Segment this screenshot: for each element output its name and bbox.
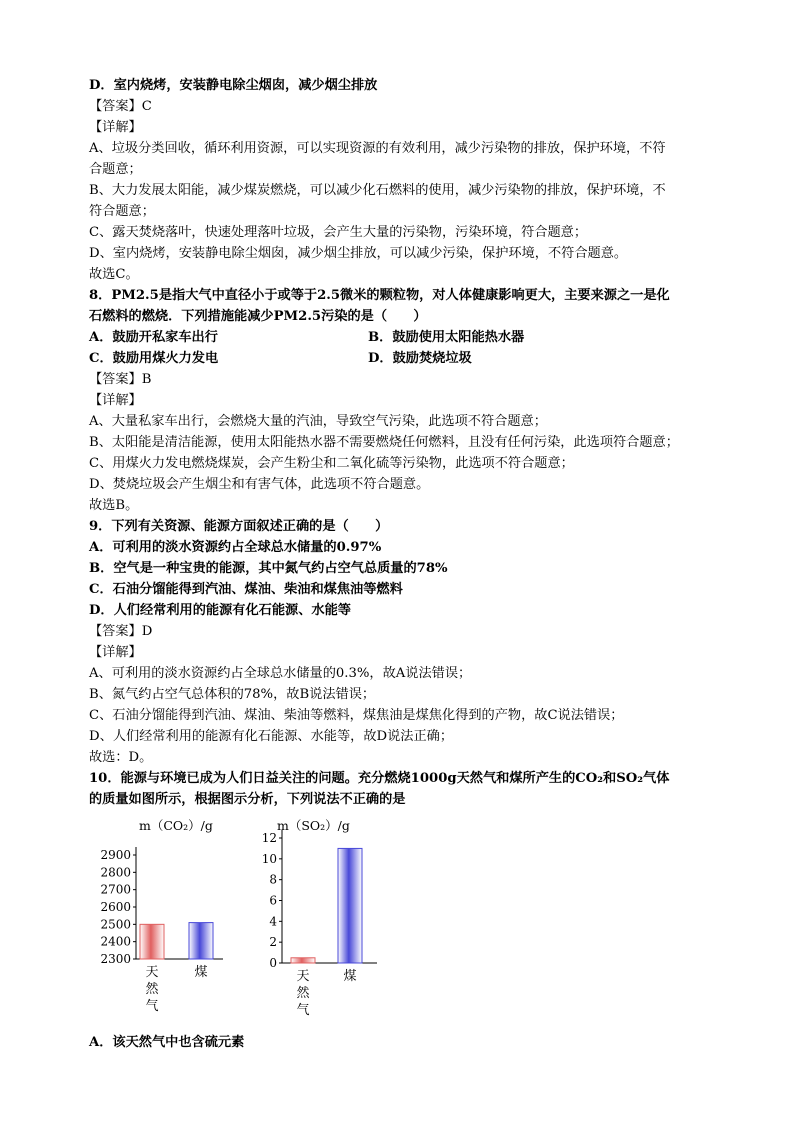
y-tick-label: 12 (261, 831, 277, 845)
q9-explain-line: C、石油分馏能得到汽油、煤油、柴油等燃料，煤焦油是煤焦化得到的产物，故C说法错误； (89, 708, 624, 723)
q7-explain-line: 符合题意； (89, 204, 155, 219)
y-tick-label: 10 (261, 851, 277, 866)
q9-option-c: C．石油分馏能得到汽油、煤油、柴油和煤焦油等燃料 (89, 582, 403, 597)
q8-explain-line: C、用煤火力发电燃烧煤炭，会产生粉尘和二氧化硫等污染物，此选项不符合题意； (89, 456, 574, 471)
q7-detail-label: 【详解】 (89, 120, 142, 135)
q8-explain-line: B、太阳能是清洁能源，使用太阳能热水器不需要燃烧任何燃料，且没有任何污染，此选项符合题意； (89, 435, 679, 450)
q7-explain-line: 故选C。 (89, 267, 139, 282)
q9-explain-line: B、氮气约占空气总体积的78%，故B说法错误； (89, 687, 376, 702)
q7-option-d: D．室内烧烤，安装静电除尘烟囱，减少烟尘排放 (89, 78, 378, 93)
q9-explain-line: 故选：D。 (89, 750, 153, 765)
bar (140, 924, 164, 959)
y-tick-label: 2800 (100, 865, 131, 880)
x-tick-label: 然 (296, 986, 310, 1001)
y-tick-label: 2700 (100, 882, 131, 897)
y-axis-label: m（CO₂）/g (139, 818, 213, 833)
bar (291, 958, 315, 963)
q8-detail-label: 【详解】 (89, 393, 142, 408)
q9-option-d: D．人们经常利用的能源有化石能源、水能等 (89, 603, 351, 618)
y-tick-label: 2900 (100, 848, 131, 862)
q8-option-b: B．鼓励使用太阳能热水器 (368, 330, 525, 345)
y-tick-label: 2300 (100, 952, 131, 966)
q9-explain-line: A、可利用的淡水资源约占全球总水储量的0.3%，故A说法错误； (89, 666, 472, 681)
q8-option-c: C．鼓励用煤火力发电 (89, 351, 219, 366)
bar (338, 848, 362, 963)
y-tick-label: 2600 (100, 900, 131, 914)
y-tick-label: 0 (269, 956, 277, 970)
x-tick-label: 气 (296, 1003, 310, 1018)
q7-explain-line: D、室内烧烤，安装静电除尘烟囱，减少烟尘排放，可以减少污染，保护环境，不符合题意。 (89, 246, 628, 261)
bar (189, 923, 213, 959)
q7-answer: 【答案】C (89, 99, 152, 114)
y-tick-label: 6 (269, 893, 277, 908)
q8-stem: 8．PM2.5是指大气中直径小于或等于2.5微米的颗粒物，对人体健康影响更大，主要来源之一是化 (89, 288, 670, 303)
x-tick-label: 天 (145, 965, 159, 980)
x-tick-label: 气 (145, 999, 159, 1014)
x-tick-label: 天 (296, 969, 310, 984)
q9-option-b: B．空气是一种宝贵的能源，其中氮气约占空气总质量的78% (89, 561, 448, 576)
co2-bar-chart (95, 812, 245, 1022)
x-tick-label: 煤 (194, 965, 208, 980)
y-axis-label: m（SO₂）/g (277, 818, 350, 833)
q8-option-d: D．鼓励焚烧垃圾 (368, 351, 472, 366)
q9-explain-line: D、人们经常利用的能源有化石能源、水能等，故D说法正确； (89, 729, 454, 744)
q7-explain-line: B、大力发展太阳能，减少煤炭燃烧，可以减少化石燃料的使用，减少污染物的排放，保护环境，不 (89, 183, 666, 198)
q8-explain-line: D、焚烧垃圾会产生烟尘和有害气体，此选项不符合题意。 (89, 477, 430, 492)
q7-explain-line: 合题意； (89, 162, 142, 177)
q8-explain-line: A、大量私家车出行，会燃烧大量的汽油，导致空气污染，此选项不符合题意； (89, 414, 547, 429)
q9-stem: 9．下列有关资源、能源方面叙述正确的是（ ） (89, 519, 389, 534)
q10-option-a: A．该天然气中也含硫元素 (89, 1035, 245, 1050)
y-tick-label: 4 (269, 914, 277, 929)
q8-option-a: A．鼓励开私家车出行 (89, 330, 218, 345)
q10-stem: 10．能源与环境已成为人们日益关注的问题。充分燃烧1000g天然气和煤所产生的CO₂和SO₂气体 (89, 771, 670, 786)
q9-detail-label: 【详解】 (89, 645, 142, 660)
y-tick-label: 2 (269, 935, 277, 950)
q8-explain-line: 故选B。 (89, 498, 139, 513)
q7-explain-line: A、垃圾分类回收，循环利用资源，可以实现资源的有效利用，减少污染物的排放，保护环境，不符 (89, 141, 666, 156)
q10-stem: 的质量如图所示，根据图示分析，下列说法不正确的是 (89, 792, 406, 807)
x-tick-label: 煤 (343, 969, 357, 984)
q8-answer: 【答案】B (89, 372, 152, 387)
so2-bar-chart (255, 812, 395, 1022)
q9-option-a: A．可利用的淡水资源约占全球总水储量的0.97% (89, 540, 382, 555)
q9-answer: 【答案】D (89, 624, 153, 639)
y-tick-label: 2500 (100, 917, 131, 932)
y-tick-label: 2400 (100, 934, 131, 949)
x-tick-label: 然 (145, 982, 159, 997)
q8-stem: 石燃料的燃烧．下列措施能减少PM2.5污染的是（ ） (89, 309, 427, 324)
y-tick-label: 8 (269, 872, 277, 887)
q7-explain-line: C、露天焚烧落叶，快速处理落叶垃圾，会产生大量的污染物，污染环境，符合题意； (89, 225, 588, 240)
